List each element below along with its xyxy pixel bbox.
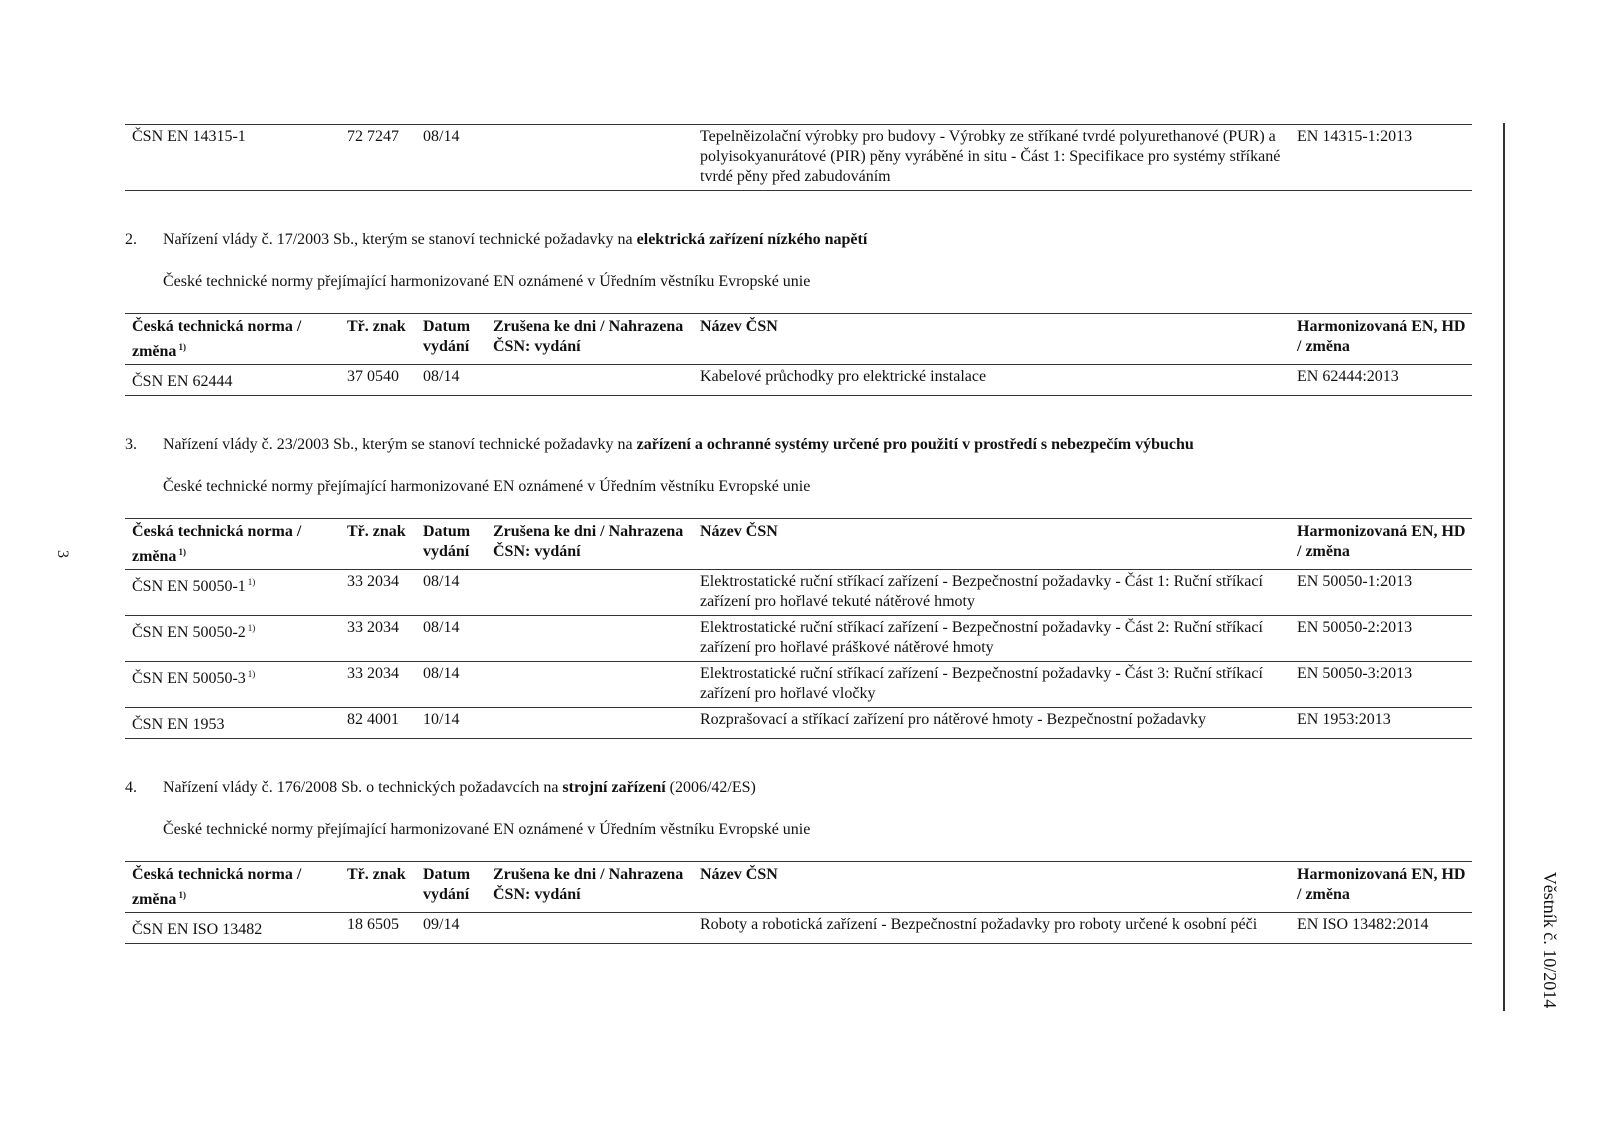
section-number: 3. [125,436,137,453]
norm-text: ČSN EN 62444 [132,373,233,390]
title-cell: Tepelněizolační výrobky pro budovy - Výrobky ze stříkané tvrdé polyurethanové (PUR) a polyisokyanurátové (PIR) pěny vyráběné in situ - Část 1: Specifikace pro systémy stříkané tvrdé pěny před zabudováním [700,128,1281,185]
col-header-cancelled: Zrušena ke dni / Nahrazena ČSN: vydání [493,866,684,903]
col-header-class: Tř. znak [347,523,406,540]
table-row [125,662,1472,708]
col-header-harmonized: Harmonizovaná EN, HD / změna [1297,523,1466,560]
norm-text: ČSN EN 1953 [132,716,225,733]
section-heading [125,229,1472,251]
col-header-cancelled: Zrušena ke dni / Nahrazena ČSN: vydání [493,523,684,560]
class-cell: 82 4001 [347,711,399,728]
section-title-bold: strojní zařízení [562,779,666,796]
title-cell: Elektrostatické ruční stříkací zařízení - Bezpečnostní požadavky - Část 2: Ruční stříkací zařízení pro hořlavé práškové nátěrové hmoty [700,619,1263,656]
section-title [163,434,1194,456]
date-cell: 08/14 [423,619,460,636]
standards-table [125,861,1472,944]
title-cell: Kabelové průchodky pro elektrické instalace [700,368,987,385]
section-title-bold: elektrická zařízení nízkého napětí [636,231,868,248]
cancelled-cell [486,616,693,662]
cancelled-cell [486,570,693,616]
date-cell: 08/14 [423,665,460,682]
document-body [125,124,1472,944]
footnote-marker: 1) [247,623,256,633]
table-row [125,125,1472,191]
footnote-marker: 1) [178,342,186,352]
harmonized-cell: EN 50050-1:2013 [1297,573,1413,590]
class-cell: 33 2034 [347,619,399,636]
date-cell: 10/14 [423,711,460,728]
norm-cell [125,913,340,944]
footnote-marker: 1) [178,890,186,900]
table-row [125,616,1472,662]
col-header-date: Datum vydání [423,523,471,560]
norm-text: ČSN EN 50050-1 [132,578,246,595]
norm-cell [125,662,340,708]
cancelled-cell [486,365,693,396]
col-header-norm [125,314,340,365]
section-intro: České technické normy přejímající harmonizované EN oznámené v Úředním věstníku Evropské unie [163,478,811,495]
cancelled-cell [486,125,693,191]
section-title-suffix: (2006/42/ES) [665,779,756,796]
col-header-title: Název ČSN [700,523,778,540]
class-cell: 72 7247 [347,128,399,145]
col-header-title: Název ČSN [700,866,778,883]
section-title-text: Nařízení vlády č. 176/2008 Sb. o technických požadavcích na [163,779,563,796]
section-4 [125,777,1472,944]
col-header-harmonized: Harmonizovaná EN, HD / změna [1297,318,1466,355]
norm-cell [125,616,340,662]
date-cell: 08/14 [423,368,460,385]
col-header-class: Tř. znak [347,318,406,335]
col-header-norm-text: Česká technická norma / změna [132,866,302,908]
class-cell: 18 6505 [347,916,399,933]
section-title [163,777,756,799]
section-number: 4. [125,779,137,796]
harmonized-cell: EN 1953:2013 [1297,711,1391,728]
table-header-row [125,519,1472,570]
title-cell: Roboty a robotická zařízení - Bezpečnostní požadavky pro roboty určené k osobní péči [700,916,1258,933]
date-cell: 09/14 [423,916,460,933]
table-header-row [125,862,1472,913]
norm-cell: ČSN EN 14315-1 [132,128,246,145]
section-2 [125,229,1472,396]
col-header-cancelled: Zrušena ke dni / Nahrazena ČSN: vydání [493,318,684,355]
harmonized-cell: EN 62444:2013 [1297,368,1399,385]
date-cell: 08/14 [423,573,460,590]
standards-table [125,313,1472,396]
section-title-bold: zařízení a ochranné systémy určené pro použití v prostředí s nebezpečím výbuchu [636,436,1194,453]
col-header-date: Datum vydání [423,318,471,355]
norm-cell [125,570,340,616]
section-title [163,229,867,251]
date-cell: 08/14 [423,128,460,145]
cancelled-cell [486,662,693,708]
journal-label: Věstník č. 10/2014 [1540,871,1560,1009]
section-title-text: Nařízení vlády č. 23/2003 Sb., kterým se stanoví technické požadavky na [163,436,637,453]
title-cell: Rozprašovací a stříkací zařízení pro nátěrové hmoty - Bezpečnostní požadavky [700,711,1207,728]
cancelled-cell [486,708,693,739]
standards-table [125,518,1472,739]
footnote-marker: 1) [247,669,256,679]
class-cell: 33 2034 [347,573,399,590]
col-header-class: Tř. znak [347,866,406,883]
norm-cell [125,708,340,739]
col-header-title: Název ČSN [700,318,778,335]
section-intro: České technické normy přejímající harmonizované EN oznámené v Úředním věstníku Evropské unie [163,821,811,838]
harmonized-cell: EN ISO 13482:2014 [1297,916,1429,933]
col-header-norm-text: Česká technická norma / změna [132,523,302,565]
table-row [125,365,1472,396]
cancelled-cell [486,913,693,944]
section-3 [125,434,1472,739]
margin-rule [1503,123,1505,1011]
section-heading [125,434,1472,456]
norm-text: ČSN EN 50050-3 [132,670,246,687]
col-header-harmonized: Harmonizovaná EN, HD / změna [1297,866,1466,903]
harmonized-cell: EN 14315-1:2013 [1297,128,1413,145]
table-row [125,913,1472,944]
class-cell: 37 0540 [347,368,399,385]
norm-text: ČSN EN ISO 13482 [132,921,263,938]
col-header-norm [125,519,340,570]
col-header-norm-text: Česká technická norma / změna [132,318,302,360]
standards-table-continuation [125,124,1472,191]
footnote-marker: 1) [178,547,186,557]
norm-text: ČSN EN 50050-2 [132,624,246,641]
section-title-text: Nařízení vlády č. 17/2003 Sb., kterým se stanoví technické požadavky na [163,231,637,248]
norm-cell [125,365,340,396]
section-heading [125,777,1472,799]
section-number: 2. [125,231,137,248]
table-row [125,708,1472,739]
table-row [125,570,1472,616]
class-cell: 33 2034 [347,665,399,682]
title-cell: Elektrostatické ruční stříkací zařízení - Bezpečnostní požadavky - Část 1: Ruční stříkací zařízení pro hořlavé tekuté nátěrové hmoty [700,573,1263,610]
page-number: 3 [54,550,71,558]
footnote-marker: 1) [247,577,256,587]
table-header-row [125,314,1472,365]
section-intro: České technické normy přejímající harmonizované EN oznámené v Úředním věstníku Evropské unie [163,273,811,290]
col-header-date: Datum vydání [423,866,471,903]
title-cell: Elektrostatické ruční stříkací zařízení - Bezpečnostní požadavky - Část 3: Ruční stříkací zařízení pro hořlavé vločky [700,665,1263,702]
harmonized-cell: EN 50050-2:2013 [1297,619,1413,636]
col-header-norm [125,862,340,913]
harmonized-cell: EN 50050-3:2013 [1297,665,1413,682]
